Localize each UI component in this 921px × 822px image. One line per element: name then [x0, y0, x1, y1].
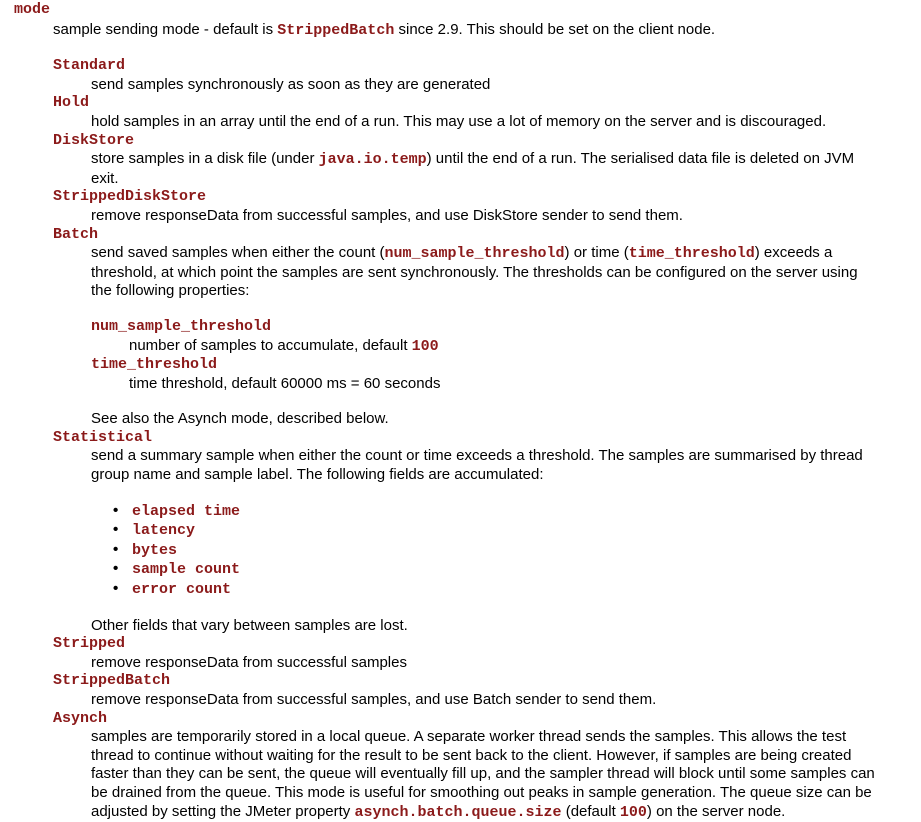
field-error-count: error count	[132, 581, 232, 599]
desc-batch-part-3: ) exceeds a threshold, at which point the samples are sent synchronously. The thresholds can be configured on the server using the following properties:	[91, 244, 858, 300]
batch-see-also: See also the Asynch mode, described below.	[91, 410, 389, 428]
desc-diskstore	[91, 150, 881, 188]
bullet-icon: •	[113, 540, 119, 558]
term-num-sample-threshold: num_sample_threshold	[91, 317, 272, 335]
mode-desc-post: since 2.9. This should be set on the client node.	[394, 20, 716, 38]
desc-asynch-code-1: asynch.batch.queue.size	[354, 803, 562, 821]
mode-term-text: mode	[14, 1, 51, 18]
field-sample-count: sample count	[132, 561, 241, 579]
bullet-icon: •	[113, 501, 119, 519]
desc-time-threshold: time threshold, default 60000 ms = 60 seconds	[129, 374, 441, 392]
term-strippeddiskstore: StrippedDiskStore	[53, 188, 207, 206]
statistical-after: Other fields that vary between samples are lost.	[91, 616, 408, 634]
desc-asynch-pre: samples are temporarily stored in a local queue. A separate worker thread sends the samples. This allows the test thread to continue without waiting for the result to be sent back to the client. However, if samples are being created faster than they can be sent, the queue will eventually fill up, and the sampler thread will block until some samples can be drained from the queue. This mode is useful for smoothing out peaks in sample generation. The queue size can be adjusted by setting the JMeter property	[91, 728, 875, 820]
desc-num-sample-threshold	[129, 337, 919, 357]
mode-desc-pre: sample sending mode - default is	[53, 20, 278, 38]
statistical-field-list	[91, 502, 881, 600]
list-item	[113, 541, 881, 561]
term-standard: Standard	[53, 57, 126, 75]
term-statistical: Statistical	[53, 428, 153, 446]
term-time-threshold: time_threshold	[91, 356, 218, 374]
list-item	[113, 580, 881, 600]
desc-strippedbatch: remove responseData from successful samples, and use Batch sender to send them.	[91, 691, 657, 708]
field-latency: latency	[132, 522, 196, 540]
desc-asynch	[91, 728, 883, 822]
desc-batch	[91, 244, 881, 429]
desc-stripped: remove responseData from successful samples	[91, 653, 407, 671]
mode-list	[53, 57, 921, 822]
bullet-icon: •	[113, 580, 119, 598]
desc-num-sample-threshold-pre: number of samples to accumulate, default	[129, 336, 412, 354]
desc-strippeddiskstore: remove responseData from successful samples, and use DiskStore sender to send them.	[91, 206, 683, 224]
mode-term	[14, 0, 921, 20]
desc-batch-code-2: time_threshold	[628, 245, 755, 263]
mode-desc-code: StrippedBatch	[277, 21, 395, 39]
desc-diskstore-pre: store samples in a disk file (under	[91, 150, 319, 168]
desc-statistical	[91, 447, 881, 635]
list-item	[113, 502, 881, 522]
field-elapsed-time: elapsed time	[132, 502, 241, 520]
field-bytes: bytes	[132, 541, 178, 559]
desc-batch-part-2: ) or time (	[564, 244, 629, 262]
desc-hold: hold samples in an array until the end of a run. This may use a lot of memory on the server and is discouraged.	[91, 112, 827, 130]
desc-asynch-post: ) on the server node.	[646, 802, 786, 820]
desc-diskstore-code: java.io.temp	[318, 151, 427, 169]
desc-standard: send samples synchronously as soon as they are generated	[91, 75, 491, 93]
desc-num-sample-threshold-code: 100	[411, 337, 439, 355]
desc-batch-part-1: send saved samples when either the count (	[91, 244, 385, 262]
list-item	[113, 560, 881, 580]
term-diskstore: DiskStore	[53, 131, 135, 149]
desc-asynch-code-2: 100	[619, 803, 647, 821]
term-asynch: Asynch	[53, 709, 108, 727]
bullet-icon: •	[113, 521, 119, 539]
desc-batch-text	[91, 244, 881, 301]
desc-diskstore-post: ) until the end of a run. The serialised data file is deleted on JVM exit.	[91, 150, 855, 187]
bullet-icon: •	[113, 560, 119, 578]
term-stripped: Stripped	[53, 635, 126, 653]
mode-description	[53, 21, 921, 41]
term-strippedbatch: StrippedBatch	[53, 672, 171, 690]
desc-asynch-mid: (default	[561, 802, 620, 820]
desc-statistical-text: send a summary sample when either the count or time exceeds a threshold. The samples are summarised by thread group name and sample label. The following fields are accumulated:	[91, 447, 863, 484]
list-item	[113, 521, 881, 541]
term-hold: Hold	[53, 94, 90, 112]
term-batch: Batch	[53, 225, 99, 243]
desc-batch-code-1: num_sample_threshold	[384, 245, 565, 263]
batch-property-list	[91, 318, 881, 393]
